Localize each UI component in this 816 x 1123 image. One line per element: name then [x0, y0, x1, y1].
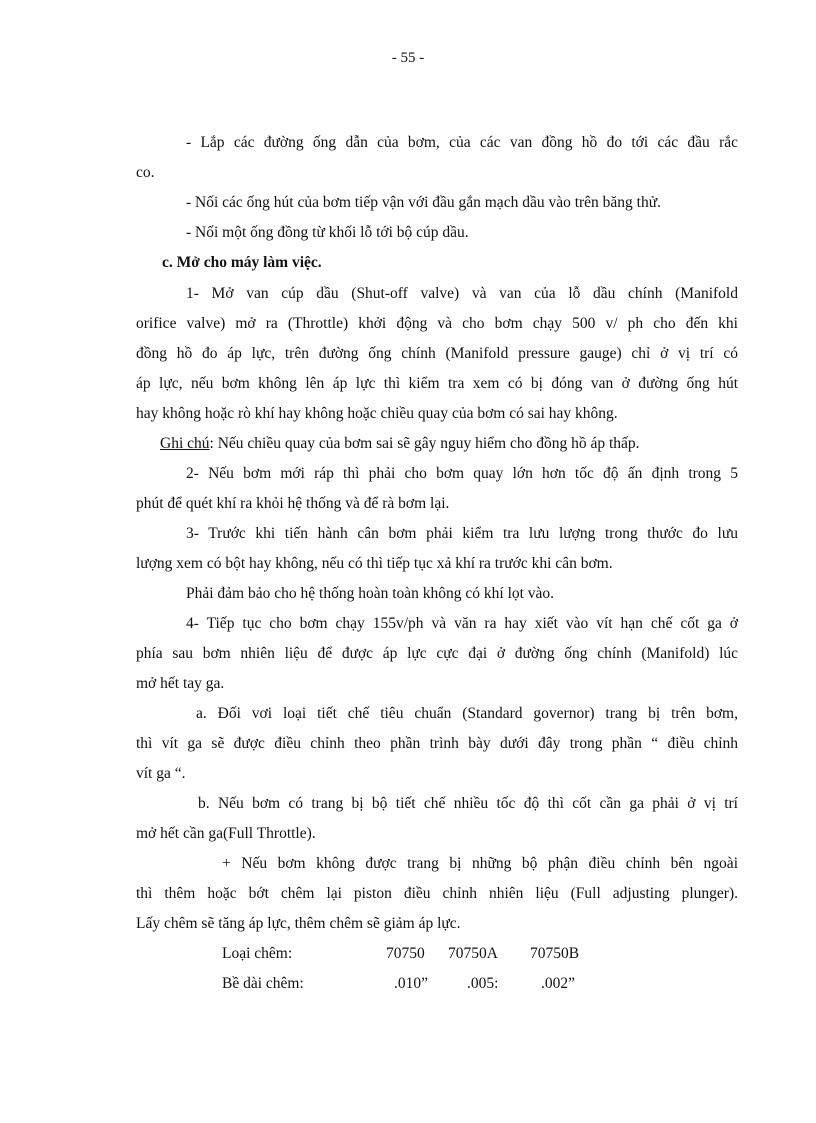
shim-type-value: 70750 [386, 945, 425, 962]
paragraph-line: mở hết tay ga. [136, 675, 225, 692]
paragraph-line: 2- Nếu bơm mới ráp thì phải cho bơm quay lớn hơn tốc độ ấn định trong 5 [186, 465, 738, 482]
paragraph-line: thì thêm hoặc bớt chêm lại piston điều chỉnh nhiên liệu (Full adjusting plunger). [136, 885, 738, 902]
shim-length-value: .005: [467, 975, 499, 992]
paragraph-line: b. Nếu bơm có trang bị bộ tiết chế nhiều tốc độ thì cốt cần ga phải ở vị trí [198, 795, 738, 812]
paragraph-line: Lấy chêm sẽ tăng áp lực, thêm chêm sẽ giảm áp lực. [136, 915, 461, 932]
paragraph-line: áp lực, nếu bơm không lên áp lực thì kiểm tra xem có bị đóng van ở đường ống hút [136, 375, 738, 392]
paragraph-line: thì vít ga sẽ được điều chỉnh theo phần trình bày dưới đây trong phần “ điều chỉnh [136, 735, 738, 752]
note-line [160, 434, 640, 454]
paragraph-line: - Nối các ống hút của bơm tiếp vận với đầu gắn mạch dầu vào trên băng thử. [186, 194, 662, 211]
paragraph-line: phía sau bơm nhiên liệu để được áp lực cực đại ở đường ống chính (Manifold) lúc [136, 645, 738, 662]
paragraph-line: + Nếu bơm không được trang bị những bộ phận điều chỉnh bên ngoài [222, 855, 738, 872]
paragraph-line: phút để quét khí ra khỏi hệ thống và để rà bơm lại. [136, 495, 450, 512]
paragraph-line: - Nối một ống đồng từ khối lỗ tới bộ cúp dầu. [186, 224, 469, 241]
paragraph-line: a. Đối vơi loại tiết chế tiêu chuẩn (Standard governor) trang bị trên bơm, [196, 705, 738, 722]
paragraph-line: hay không hoặc rò khí hay không hoặc chiều quay của bơm có sai hay không. [136, 405, 618, 422]
note-text: : Nếu chiều quay của bơm sai sẽ gây nguy hiểm cho đồng hồ áp thấp. [209, 435, 640, 452]
shim-type-value: 70750A [448, 945, 498, 962]
paragraph-line: - Lắp các đường ống dẫn của bơm, của các van đồng hồ đo tới các đầu rắc [186, 134, 738, 151]
paragraph-line: lượng xem có bột hay không, nếu có thì tiếp tục xả khí ra trước khi cân bơm. [136, 555, 613, 572]
paragraph-line: 3- Trước khi tiến hành cân bơm phải kiểm tra lưu lượng trong thước đo lưu [186, 525, 738, 542]
note-label: Ghi chú [160, 435, 210, 452]
paragraph-line: orifice valve) mở ra (Throttle) khởi động và cho bơm chạy 500 v/ ph cho đến khi [136, 315, 738, 332]
paragraph-line: co. [136, 164, 155, 181]
shim-length-value: .002” [541, 975, 576, 992]
paragraph-line: vít ga “. [136, 765, 186, 782]
section-heading: c. Mở cho máy làm việc. [162, 254, 322, 271]
paragraph-line: mở hết cần ga(Full Throttle). [136, 825, 316, 842]
paragraph-line: Phải đảm bảo cho hệ thống hoàn toàn không có khí lọt vào. [186, 585, 555, 602]
shim-type-value: 70750B [530, 945, 580, 962]
paragraph-line: 1- Mở van cúp dầu (Shut-off valve) và van của lỗ dầu chính (Manifold [186, 285, 738, 302]
paragraph-line: 4- Tiếp tục cho bơm chạy 155v/ph và văn ra hay xiết vào vít hạn chế cốt ga ở [186, 615, 738, 632]
shim-length-label: Bề dài chêm: [222, 975, 304, 992]
shim-type-label: Loại chêm: [222, 945, 293, 962]
shim-length-value: .010” [394, 975, 429, 992]
page-number: - 55 - [391, 50, 425, 66]
paragraph-line: đồng hồ đo áp lực, trên đường ống chính (Manifold pressure gauge) chỉ ở vị trí có [136, 345, 738, 362]
